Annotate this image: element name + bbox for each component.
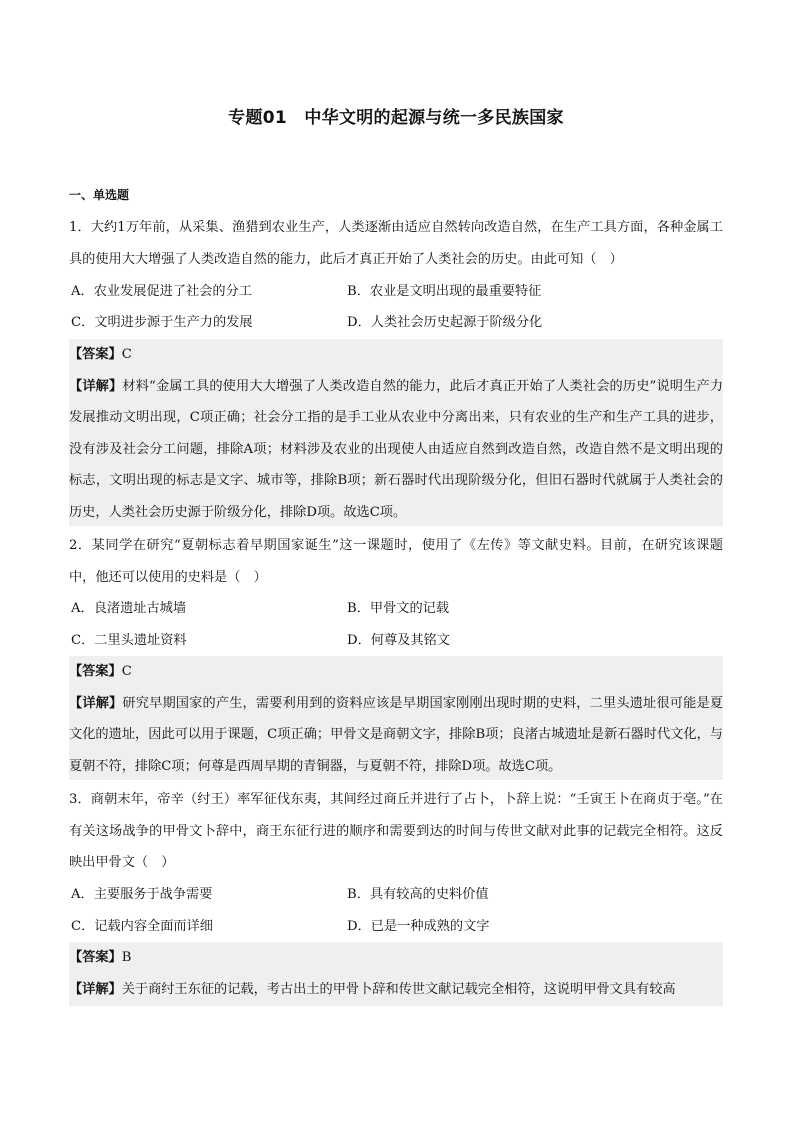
question-3-stem: 3．商朝末年，帝辛（纣王）率军征伐东夷，其间经过商丘并进行了占卜，卜辞上说：“壬寅王卜在商贞于亳。”在有关这场战争的甲骨文卜辞中，商王东征行进的顺序和需要到达的时间与传世文献对此事的记载完全相符。这反映出甲骨文（ ）	[69, 792, 723, 870]
question-3-answer	[69, 942, 723, 974]
answer-tag: 【答案】	[69, 950, 122, 965]
question-3-option-b: B．具有较高的史料价值	[347, 887, 489, 902]
question-3-option-d: D．已是一种成熟的文字	[347, 919, 490, 934]
question-2-option-d: D．何尊及其铭文	[347, 633, 450, 648]
question-2-options-row-2	[69, 625, 723, 657]
detail-text: 研究早期国家的产生，需要利用到的资料应该是早期国家刚刚出现时期的史料，二里头遗址很可能是夏文化的遗址，因此可以用于课题，C项正确；甲骨文是商朝文字，排除B项；良渚古城遗址是新石器时代文化，与夏朝不符，排除C项；何尊是西周早期的青铜器，与夏朝不符，排除D项。故选C项。	[69, 695, 724, 774]
question-2-detail	[69, 688, 723, 783]
question-3-option-c: C．记载内容全面而详细	[71, 919, 213, 934]
question-1-option-d: D．人类社会历史起源于阶级分化	[347, 315, 543, 330]
detail-text: 材料“金属工具的使用大大增强了人类改造自然的能力，此后才真正开始了人类社会的历史”说明生产力发展推动文明出现，C项正确；社会分工指的是手工业从农业中分离出来，只有农业的生产和生产工具的进步，没有涉及社会分工问题，排除A项；材料涉及农业的出现使人由适应自然到改造自然，改造自然不是文明出现的标志，文明出现的标志是文字、城市等，排除B项；新石器时代出现阶级分化，但旧石器时代就属于人类社会的历史，人类社会历史源于阶级分化，排除D项。故选C项。	[69, 378, 724, 520]
question-3-options-row-2	[69, 911, 723, 943]
question-1-options-row-2	[69, 307, 723, 339]
question-1-options-row-1	[69, 276, 723, 308]
question-3-options-row-1	[69, 879, 723, 911]
detail-tag: 【详解】	[69, 378, 123, 394]
question-2-answer	[69, 656, 723, 688]
answer-value: B	[121, 950, 132, 965]
question-2-options-row-1	[69, 593, 723, 625]
question-1-detail	[69, 371, 723, 529]
detail-tag: 【详解】	[69, 981, 122, 997]
question-2-answer-box	[69, 656, 723, 780]
answer-tag: 【答案】	[69, 664, 122, 679]
answer-tag: 【答案】	[69, 347, 122, 362]
page-title: 专题01 中华文明的起源与统一多民族国家	[228, 108, 564, 128]
question-1-answer-box	[69, 339, 723, 526]
section-heading: 一、单选题	[69, 188, 130, 202]
question-2-option-b: B．甲骨文的记载	[347, 601, 450, 616]
question-3-answer-box	[69, 942, 723, 1006]
question-1-option-a: A．农业发展促进了社会的分工	[71, 284, 252, 299]
question-2-option-a: A．良渚遗址古城墙	[71, 601, 187, 616]
answer-value: C	[121, 664, 132, 679]
detail-text: 关于商纣王东征的记载，考古出土的甲骨卜辞和传世文献记载完全相符，这说明甲骨文具有较高	[121, 981, 676, 997]
question-1-option-c: C．文明进步源于生产力的发展	[71, 315, 253, 330]
question-1-option-b: B．农业是文明出现的最重要特征	[347, 284, 542, 299]
question-1-stem: 1．大约1万年前，从采集、渔猎到农业生产，人类逐渐由适应自然转向改造自然，在生产工具方面，各种金属工具的使用大大增强了人类改造自然的能力，此后才真正开始了人类社会的历史。由此可知（ ）	[69, 220, 723, 267]
question-2-stem: 2．某同学在研究“夏朝标志着早期国家诞生”这一课题时，使用了《左传》等文献史料。目前，在研究该课题中，他还可以使用的史料是（ ）	[69, 538, 723, 585]
question-1-answer	[69, 339, 723, 371]
question-3-option-a: A．主要服务于战争需要	[71, 887, 213, 902]
detail-tag: 【详解】	[69, 695, 123, 711]
question-3-detail	[69, 974, 723, 1006]
question-2-option-c: C．二里头遗址资料	[71, 633, 187, 648]
answer-value: C	[121, 347, 132, 362]
